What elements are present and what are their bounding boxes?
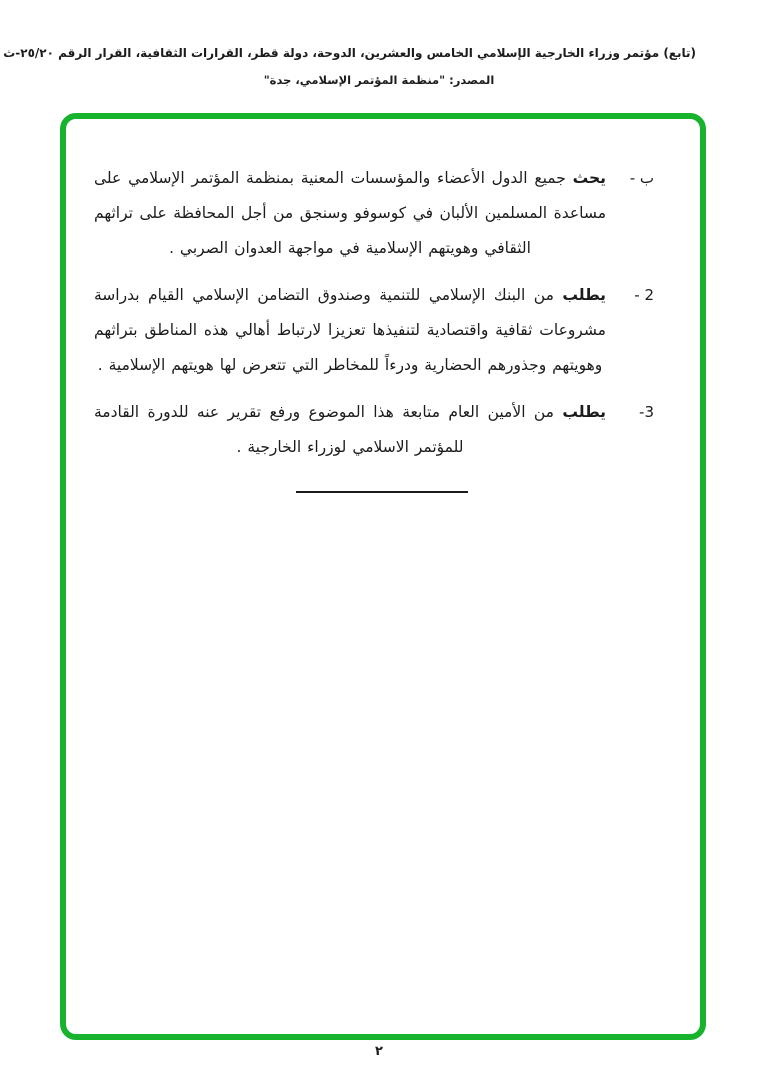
header-source: المصدر: "منظمة المؤتمر الإسلامي، جدة" — [263, 73, 495, 87]
item-text — [94, 161, 606, 266]
item-text — [94, 395, 606, 465]
item-body-text: من الأمين العام متابعة هذا الموضوع ورفع تقرير عنه للدورة القادمة للمؤتمر الاسلامي لوزراء الخارجية . — [94, 403, 563, 456]
item-lead-word: يحث — [572, 169, 606, 187]
item-marker: ب - — [629, 169, 654, 187]
document-header — [3, 46, 696, 87]
item-body-text: من البنك الإسلامي للتنمية وصندوق التضامن الإسلامي القيام بدراسة مشروعات ثقافية واقتصادية لتنفيذها تعزيزا لارتباط أهالي هذه المناطق بتراثهم وهويتهم وجذورهم الحضارية ودرءاً للمخاطر التي تتعرض لها هويتهم الإسلامية . — [94, 286, 606, 374]
item-lead-word: يطلب — [562, 403, 606, 421]
page-number: ٢ — [375, 1044, 383, 1059]
resolution-item-2 — [94, 278, 654, 383]
item-text — [94, 278, 606, 383]
resolution-item-b — [94, 161, 654, 266]
resolution-item-3 — [94, 395, 654, 465]
resolution-content — [94, 161, 654, 493]
separator-line — [296, 491, 468, 493]
content-border-box — [60, 113, 706, 1040]
item-body-text: جميع الدول الأعضاء والمؤسسات المعنية بمنظمة المؤتمر الإسلامي على مساعدة المسلمين الألبان في كوسوفو وسنجق من أجل المحافظة على تراثهم الثقافي وهويتهم الإسلامية في مواجهة العدوان الصربي . — [94, 169, 606, 257]
header-title: (تابع) مؤتمر وزراء الخارجية الإسلامي الخامس والعشرين، الدوحة، دولة قطر، القرارات الثقافية، القرار الرقم ٢٥/٢٠-ث — [3, 46, 696, 60]
item-lead-word: يطلب — [562, 286, 606, 304]
item-marker: 3- — [639, 403, 654, 421]
item-marker: 2 - — [634, 286, 654, 304]
